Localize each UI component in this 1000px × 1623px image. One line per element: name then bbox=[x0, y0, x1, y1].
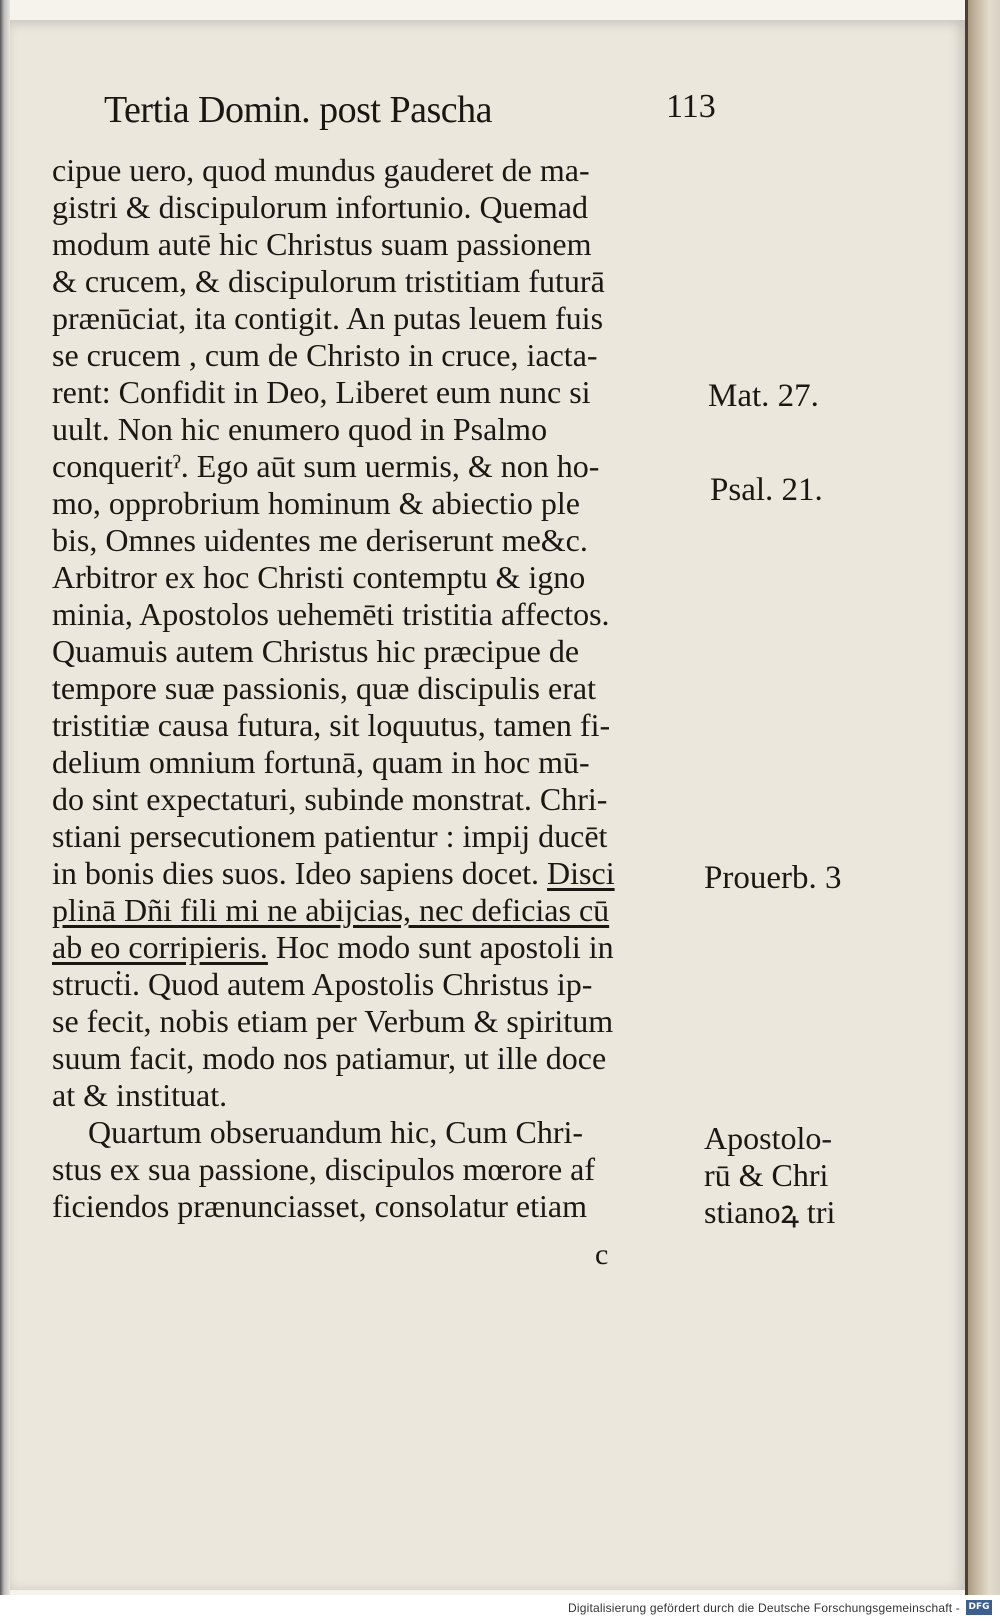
catchword: c bbox=[595, 1238, 609, 1271]
text-line: uult. Non hic enumero quod in Psalmo bbox=[52, 411, 548, 447]
dfg-logo: DFG bbox=[966, 1600, 992, 1615]
text-line: at & instituat. bbox=[52, 1077, 228, 1113]
text-line: modum autē hic Christus suam passionem bbox=[52, 226, 592, 262]
text-line: tristitiæ causa futura, sit loquutus, tamen fi- bbox=[52, 707, 611, 743]
text-line: cipue uero, quod mundus gauderet de ma- bbox=[52, 152, 590, 188]
margin-note-line: Apostolo- bbox=[704, 1120, 832, 1156]
text-line-indented: Quartum obseruandum hic, Cum Chri- bbox=[88, 1114, 584, 1150]
margin-note-psal: Psal. 21. bbox=[710, 472, 823, 508]
text-line: rent: Confidit in Deo, Liberet eum nunc si bbox=[52, 374, 591, 410]
text-line-with-underline bbox=[52, 929, 702, 966]
margin-note-prouerb: Prouerb. 3 bbox=[704, 860, 842, 896]
text-line: strucṫi. Quod autem Apostolis Christus ip- bbox=[52, 966, 593, 1002]
margin-note-apostolo bbox=[704, 1120, 835, 1231]
text-fragment: Hoc modo sunt apostoli in bbox=[275, 929, 614, 965]
text-line: suum facit, modo nos patiamur, ut ille doce bbox=[52, 1040, 607, 1076]
text-line: stus ex sua passione, discipulos mœrore af bbox=[52, 1151, 596, 1187]
margin-note-line: rū & Chri bbox=[704, 1157, 829, 1193]
margin-note-line: stianoꝝ tri bbox=[704, 1194, 836, 1230]
text-line: conqueritˀ. Ego aūt sum uermis, & non ho- bbox=[52, 448, 600, 484]
text-line: stiani persecutionem patientur : impij ducēt bbox=[52, 818, 608, 854]
running-head-title: Tertia Domin. post Pascha bbox=[104, 89, 492, 131]
underlined-fragment: ab eo corripieris. bbox=[52, 929, 268, 965]
funding-credit: Digitalisierung gefördert durch die Deutsche Forschungsgemeinschaft - bbox=[568, 1601, 960, 1615]
text-line: delium omnium fortunā, quam in hoc mū- bbox=[52, 744, 590, 780]
text-fragment: in bonis dies suos. Ideo sapiens docet. bbox=[52, 855, 540, 891]
page-left-edge bbox=[0, 0, 10, 1595]
page-number: 113 bbox=[666, 88, 716, 125]
text-line: minia, Apostolos uehemēti tristitia affectos. bbox=[52, 596, 610, 632]
text-line: ficiendos prænunciasset, consolatur etiam bbox=[52, 1188, 587, 1224]
underlined-fragment: plinā Dñi fili mi ne abijcias, nec deficias cū bbox=[52, 892, 610, 928]
running-head bbox=[104, 88, 716, 134]
text-line: bis, Omnes uidentes me deriserunt me&c. bbox=[52, 522, 588, 558]
text-line: mo, opprobrium hominum & abiectio ple bbox=[52, 485, 580, 521]
body-text bbox=[52, 152, 702, 1225]
text-line-with-underline bbox=[52, 855, 702, 892]
footer bbox=[0, 1595, 1000, 1623]
text-line: Quamuis autem Christus hic præcipue de bbox=[52, 633, 580, 669]
text-line: & crucem, & discipulorum tristitiam futurā bbox=[52, 263, 605, 299]
text-line bbox=[52, 892, 702, 929]
text-line: Arbitror ex hoc Christi contemptu & igno bbox=[52, 559, 586, 595]
text-line: gistri & discipulorum infortunio. Quemad bbox=[52, 189, 588, 225]
text-line: tempore suæ passionis, quæ discipulis erat bbox=[52, 670, 596, 706]
book-binding-edge bbox=[965, 0, 1000, 1595]
text-line: prænūciat, ita contigit. An putas leuem fuis bbox=[52, 300, 604, 336]
underlined-fragment: Disci bbox=[547, 855, 615, 891]
margin-note-mat: Mat. 27. bbox=[708, 378, 819, 414]
text-line: se crucem , cum de Christo in cruce, iacta- bbox=[52, 337, 598, 373]
text-line: se fecit, nobis etiam per Verbum & spiritum bbox=[52, 1003, 614, 1039]
text-line: do sint expectaturi, subinde monstrat. Chri- bbox=[52, 781, 608, 817]
